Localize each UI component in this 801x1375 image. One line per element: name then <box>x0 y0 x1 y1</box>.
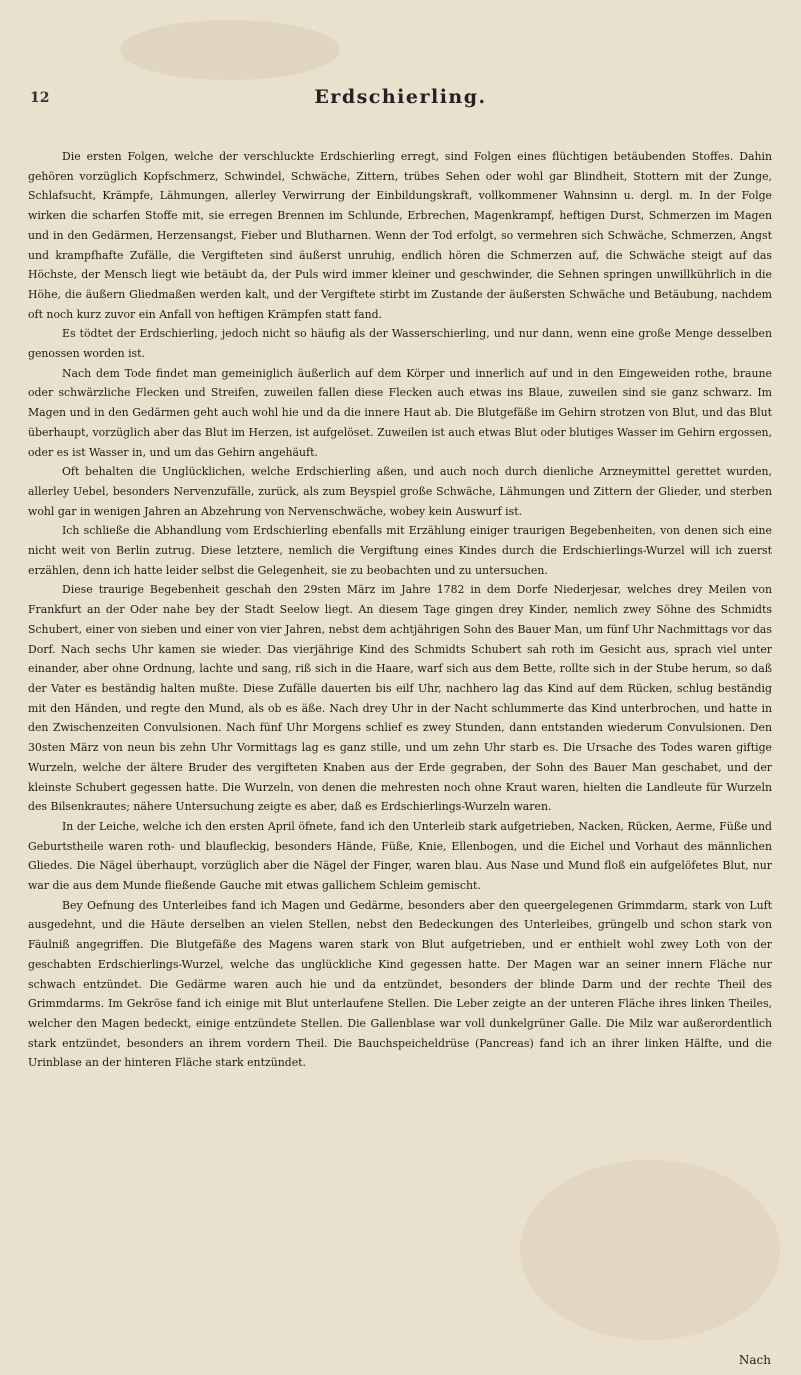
paragraph: Bey Oefnung des Unterleibes fand ich Magen und Gedärme, besonders aber den queergelegenen Grimmdarm, stark von Luft ausgedehnt, und die Häute derselben an vielen Stellen, nebst den Bedeckungen des Unterleibes, grüngelb und schon stark von Fäulniß angegriffen. Die Blutgefäße des Magens waren stark von Blut aufgetrieben, und er enthielt wohl zwey Loth von der geschabten Erdschierlings-Wurzel, welche das unglückliche Kind gegessen hatte. Der Magen war an seiner innern Fläche nur schwach entzündet. Die Gedärme waren auch hie und da entzündet, besonders der blinde Darm und der rechte Theil des Grimmdarms. Im Gekröse fand ich einige mit Blut unterlaufene Stellen. Die Leber zeigte an der unteren Fläche ihres linken Theiles, welcher den Magen bedeckt, einige entzündete Stellen. Die Gallenblase war voll dunkelgrüner Galle. Die Milz war außerordentlich stark entzündet, besonders an ihrem vordern Theil. Die Bauchspeicheldrüse (Pancreas) fand ich an ihrer linken Hälfte, und die Urinblase an der hinteren Fläche stark entzündet. <box>28 898 772 1070</box>
page-header <box>0 86 801 120</box>
paragraph: In der Leiche, welche ich den ersten April öfnete, fand ich den Unterleib stark aufgetrieben, Nacken, Rücken, Aerme, Füße und Geburtstheile waren roth- und blaufleckig, besonders Hände, Füße, Knie, Ellenbogen, und die Eichel und Vorhaut des männlichen Gliedes. Die Nägel überhaupt, vorzüglich aber die Nägel der Finger, waren blau. Aus Nase und Mund floß ein aufgelöfetes Blut, nur war die aus dem Munde fließende Gauche mit etwas gallichem Schleim gemischt. <box>28 819 772 893</box>
paragraph: Die ersten Folgen, welche der verschluckte Erdschierling erregt, sind Folgen eines flüchtigen betäubenden Stoffes. Dahin gehören vorzüglich Kopfschmerz, Schwindel, Schwäche, Zittern, trübes Sehen oder wohl gar Blindheit, Stottern mit der Zunge, Schlafsucht, Krämpfe, Lähmungen, allerley Verwirrung der Einbildungskraft, vollkommener Wahnsinn u. dergl. m. In der Folge wirken die scharfen Stoffe mit, sie erregen Brennen im Schlunde, Erbrechen, Magenkrampf, heftigen Durst, Schmerzen im Magen und in den Gedärmen, Herzensangst, Fieber und Blutharnen. Wenn der Tod erfolgt, so vermehren sich Schwäche, Schmerzen, Angst und krampfhafte Zufälle, die Vergifteten sind äußerst unruhig, endlich hören die Schmerzen auf, die Schwäche steigt auf das Höchste, der Mensch liegt wie betäubt da, der Puls wird immer kleiner und geschwinder, die Sehnen springen unwillkührlich in die Höhe, die äußern Gliedmaßen werden kalt, und der Vergiftete stirbt im Zustande der äußersten Schwäche und Betäubung, nachdem oft noch kurz zuvor ein Anfall von heftigen Krämpfen statt fand. <box>28 150 772 321</box>
paragraph: Oft behalten die Unglücklichen, welche Erdschierling aßen, und auch noch durch dienliche Arzneymittel gerettet wurden, allerley Uebel, besonders Nervenzufälle, zurück, als zum Beyspiel große Schwäche, Lähmungen und Zittern der Glieder, und sterben wohl gar in wenigen Jahren an Abzehrung von Nervenschwäche, wobey kein Auswurf ist. <box>28 465 772 518</box>
paragraph: Nach dem Tode findet man gemeiniglich äußerlich auf dem Körper und innerlich auf und in den Eingeweiden rothe, braune oder schwärzliche Flecken und Streifen, zuweilen fallen diese Flecken auch etwas ins Blaue, zuweilen sind sie ganz schwarz. Im Magen und in den Gedärmen geht auch wohl hie und da die innere Haut ab. Die Blutgefäße im Gehirn strotzen von Blut, und das Blut überhaupt, vorzüglich aber das Blut im Herzen, ist aufgelöset. Zuweilen ist auch etwas Blut oder blutiges Wasser im Gehirn ergossen, oder es ist Wasser in, und um das Gehirn angehäuft. <box>28 366 772 459</box>
paragraph: Es tödtet der Erdschierling, jedoch nicht so häufig als der Wasserschierling, und nur dann, wenn eine große Menge desselben genossen worden ist. <box>28 327 772 361</box>
page-number: 12 <box>30 90 50 106</box>
paragraph: Diese traurige Begebenheit geschah den 29sten März im Jahre 1782 in dem Dorfe Niederjesar, welches drey Meilen von Frankfurt an der Oder nahe bey der Stadt Seelow liegt. An diesem Tage gingen drey Kinder, nemlich zwey Söhne des Schmidts Schubert, einer von sieben und einer von vier Jahren, nebst dem achtjährigen Sohn des Bauer Man, um fünf Uhr Nachmittags vor das Dorf. Nach sechs Uhr kamen sie wieder. Das vierjährige Kind des Schmidts Schubert sah roth im Gesicht aus, sprach viel unter einander, aber ohne Ordnung, lachte und sang, riß sich in die Haare, warf sich aus dem Bette, rollte sich in der Stube herum, so daß der Vater es beständig halten mußte. Diese Zufälle dauerten bis eilf Uhr, nachhero lag das Kind auf dem Rücken, schlug beständig mit den Händen, und regte den Mund, als ob es äße. Nach drey Uhr in der Nacht schlummerte das Kind unterbrochen, und hatte in den Zwischenzeiten Convulsionen. Nach fünf Uhr Morgens schlief es zwey Stunden, dann entstanden wiederum Convulsionen. Den 30sten März von neun bis zehn Uhr Vormittags lag es ganz stille, und um zehn Uhr starb es. Die Ursache des Todes waren giftige Wurzeln, welche der ältere Bruder des vergifteten Knaben aus der Erde gegraben, der Sohn des Bauer Man geschabet, und der kleinste Schubert gegessen hatte. Die Wurzeln, von denen die mehresten noch ohne Kraut waren, hielten die Landleute für Wurzeln des Bilsenkrautes; nähere Untersuchung zeigte es aber, daß es Erdschierlings-Wurzeln waren. <box>28 583 772 814</box>
running-head: Erdschierling. <box>314 86 487 108</box>
catchword: Nach <box>738 1353 771 1367</box>
body-text <box>28 147 772 1073</box>
paragraph: Ich schließe die Abhandlung vom Erdschierling ebenfalls mit Erzählung einiger traurigen Begebenheiten, von denen sich eine nicht weit von Berlin zutrug. Diese letztere, nemlich die Vergiftung eines Kindes durch die Erdschierlings-Wurzel will ich zuerst erzählen, denn ich hatte leider selbst die Gelegenheit, sie zu beobachten und zu untersuchen. <box>28 524 772 577</box>
paper-stain <box>120 20 340 80</box>
paper-stain <box>520 1160 780 1340</box>
